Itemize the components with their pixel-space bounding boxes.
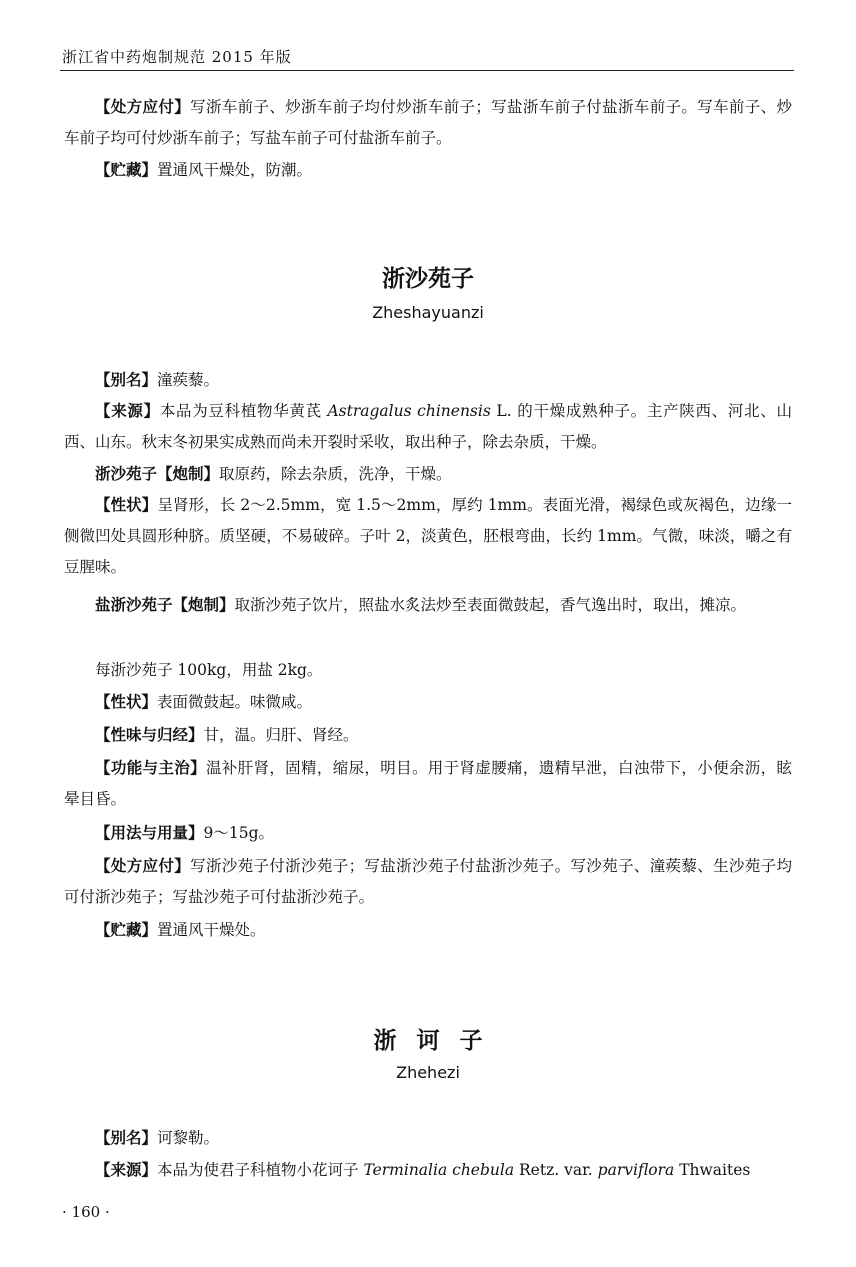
entry1-source-text-pre: 本品为豆科植物华黄芪: [159, 402, 328, 420]
entry1-alias-label: 【别名】: [95, 371, 158, 389]
prev-prescription-label: 【处方应付】: [95, 98, 191, 116]
page-number: · 160 ·: [62, 1203, 110, 1221]
entry1-pinyin: Zheshayuanzi: [372, 303, 484, 322]
prev-storage-label: 【贮藏】: [95, 161, 158, 179]
entry1-character1-text: 呈肾形，长 2～2.5mm，宽 1.5～2mm，厚约 1mm。表面光滑，褐绿色或灰褐色，边缘一侧微凹处具圆形种脐。质坚硬，不易破碎。子叶 2，淡黄色，胚根弯曲，长约 1mm。气微，味淡，嚼之有豆腥味。: [64, 496, 792, 576]
entry1-usage-label: 【用法与用量】: [95, 824, 204, 842]
entry1-storage-label: 【贮藏】: [95, 921, 158, 939]
entry2-alias-label: 【别名】: [95, 1129, 158, 1147]
entry1-character1-paragraph: [64, 490, 792, 583]
entry1-prescription-text: 写浙沙苑子付浙沙苑子；写盐浙沙苑子付盐浙沙苑子。写沙苑子、潼蒺藜、生沙苑子均可付浙沙苑子；写盐沙苑子可付盐浙沙苑子。: [64, 857, 792, 906]
entry1-alias-text: 潼蒺藜。: [157, 371, 220, 389]
entry2-pinyin: Zhehezi: [396, 1063, 460, 1082]
entry1-source-label: 【来源】: [95, 402, 160, 420]
entry2-source-paragraph: [64, 1155, 792, 1186]
entry2-source-text-post: Thwaites: [674, 1161, 751, 1179]
running-header: 浙江省中药炮制规范 2015 年版: [62, 48, 292, 66]
entry1-processing2-paragraph: [64, 590, 792, 621]
entry1-source-text-post: L. 的干燥成熟种子。主产陕西、河北、山西、山东。秋末冬初果实成熟而尚未开裂时采收，取出种子，除去杂质，干燥。: [64, 402, 792, 451]
prev-prescription-paragraph: [64, 92, 792, 154]
entry1-usage-paragraph: [64, 818, 792, 849]
entry1-prescription-label: 【处方应付】: [95, 857, 191, 875]
entry2-title: 浙诃子: [373, 1028, 503, 1054]
entry1-nature-label: 【性味与归经】: [95, 726, 204, 744]
entry1-character2-text: 表面微鼓起。味微咸。: [157, 693, 313, 711]
entry1-function-text: 温补肝肾，固精，缩尿，明目。用于肾虚腰痛，遗精早泄，白浊带下，小便余沥，眩晕目昏。: [64, 759, 792, 808]
entry1-processing1-label: 【炮制】: [157, 465, 220, 483]
entry1-alias-paragraph: [64, 365, 792, 396]
entry1-prescription-paragraph: [64, 851, 792, 913]
entry1-processing2-label: 【炮制】: [172, 596, 235, 614]
entry1-storage-text: 置通风干燥处。: [157, 921, 266, 939]
entry2-source-text-pre: 本品为使君子科植物小花诃子: [157, 1161, 364, 1179]
entry1-source-latin: Astragalus chinensis: [327, 402, 491, 420]
entry1-processing2-name: 盐浙沙苑子: [95, 596, 173, 614]
entry1-character2-label: 【性状】: [95, 693, 158, 711]
entry1-character2-paragraph: [64, 687, 792, 718]
entry1-storage-paragraph: [64, 915, 792, 946]
entry1-title: 浙沙苑子: [382, 266, 474, 292]
entry1-usage-text: 9～15g。: [203, 824, 275, 842]
entry2-source-label: 【来源】: [95, 1161, 158, 1179]
header-rule: [60, 70, 794, 71]
entry2-alias-text: 诃黎勒。: [157, 1129, 220, 1147]
entry2-alias-paragraph: [64, 1123, 792, 1154]
entry1-processing1-name: 浙沙苑子: [95, 465, 158, 483]
entry1-function-paragraph: [64, 753, 792, 815]
prev-storage-text: 置通风干燥处，防潮。: [157, 161, 313, 179]
entry1-function-label: 【功能与主治】: [95, 759, 206, 777]
entry2-source-latin2: parviflora: [597, 1161, 675, 1179]
entry1-nature-paragraph: [64, 720, 792, 751]
entry2-source-text-mid: Retz. var.: [514, 1161, 598, 1179]
entry1-nature-text: 甘，温。归肝、肾经。: [203, 726, 359, 744]
prev-prescription-text: 写浙车前子、炒浙车前子均付炒浙车前子；写盐浙车前子付盐浙车前子。写车前子、炒车前子均可付炒浙车前子；写盐车前子可付盐浙车前子。: [64, 98, 792, 147]
entry1-processing1-text: 取原药，除去杂质，洗净，干燥。: [219, 465, 452, 483]
entry1-processing1-paragraph: [64, 459, 792, 490]
entry1-processing2-text: 取浙沙苑子饮片，照盐水炙法炒至表面微鼓起，香气逸出时，取出，摊凉。: [234, 596, 747, 614]
prev-storage-paragraph: [64, 155, 792, 186]
entry1-dosage-note: 每浙沙苑子 100kg，用盐 2kg。: [95, 661, 323, 679]
entry1-source-paragraph: [64, 396, 792, 458]
entry1-character1-label: 【性状】: [95, 496, 158, 514]
entry2-source-latin: Terminalia chebula: [363, 1161, 515, 1179]
